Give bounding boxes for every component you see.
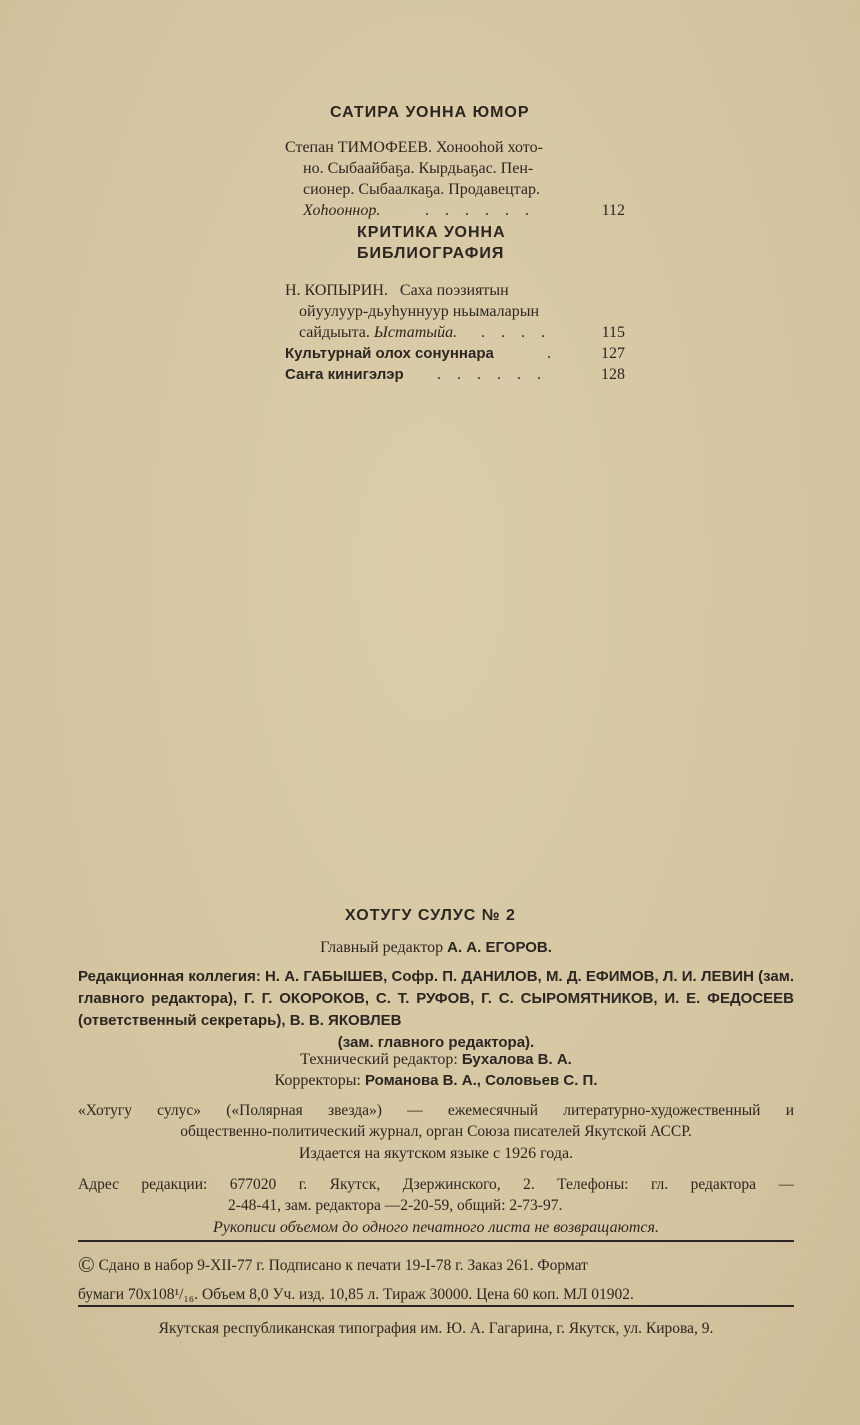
description-line: «Хотугу сулус» («Полярная звезда») — ежемесячный литературно-художественный и <box>78 1102 794 1119</box>
toc-line: Н. КОПЫРИН. Саха поэзиятын <box>285 282 509 299</box>
correctors <box>78 1070 794 1091</box>
tech-editor-label: Технический редактор: <box>300 1051 458 1068</box>
toc-text: сайдыыта. <box>299 324 370 341</box>
editorial-address <box>78 1174 794 1216</box>
print-details <box>78 1250 794 1309</box>
copyright-icon: © <box>78 1252 95 1277</box>
section-heading-kritika: КРИТИКА УОННА <box>357 224 506 241</box>
toc-leader-dots: . . . . . . <box>425 202 535 219</box>
toc-line <box>285 322 625 343</box>
toc-leader-dots: . . . . <box>481 324 551 341</box>
toc-page-number: 112 <box>601 202 625 219</box>
journal-title: ХОТУГУ СУЛУС № 2 <box>345 907 516 924</box>
editorial-board-note: (зам. главного редактора). <box>337 1034 535 1051</box>
toc-line: но. Сыбаайбаҕа. Кырдьаҕас. Пен- <box>303 160 534 177</box>
toc-line: Степан ТИМОФЕЕВ. Хонооһой хото- <box>285 139 543 156</box>
toc-leader-dots: . <box>547 345 557 362</box>
toc-title: Культурнай олох сонуннара <box>285 345 494 362</box>
toc-entry-timofeev <box>285 137 625 221</box>
toc-line <box>285 343 625 364</box>
toc-line <box>285 364 625 385</box>
print-line-text: Сдано в набор 9-XII-77 г. Подписано к печати 19-I-78 г. Заказ 261. Формат <box>98 1257 588 1274</box>
chief-editor-name: А. А. ЕГОРОВ. <box>447 939 552 956</box>
toc-page-number: 115 <box>601 324 625 341</box>
toc-line: сионер. Сыбаалкаҕа. Продавецтар. <box>303 181 540 198</box>
toc-line: ойуулуур-дьуһуннуур ньымаларын <box>299 303 539 320</box>
journal-description <box>78 1100 794 1142</box>
toc-page-number: 127 <box>601 345 625 362</box>
toc-title: Саҥа кинигэлэр <box>285 366 404 383</box>
divider <box>78 1240 794 1242</box>
chief-editor-label: Главный редактор <box>320 939 444 956</box>
description-line: общественно-политический журнал, орган Союза писателей Якутской АССР. <box>180 1123 692 1140</box>
editorial-board-members: Н. А. ГАБЫШЕВ, Софр. П. ДАНИЛОВ, М. Д. ЕФИМОВ, Л. И. ЛЕВИН (зам. главного редактора), Г. Г. ОКОРОКОВ, С. Т. РУФОВ, Г. С. СЫРОМЯТНИКОВ, И. Е. ФЕДОСЕЕВ (ответственный секретарь), В. В. ЯКОВЛЕВ <box>78 968 794 1029</box>
correctors-names: Романова В. А., Соловьев С. П. <box>365 1072 598 1089</box>
toc-title: Хоһооннор. <box>303 202 381 219</box>
published-since: Издается на якутском языке с 1926 года. <box>298 1145 574 1162</box>
tech-editor <box>78 1049 794 1070</box>
toc-genre: Ыстатыйа. <box>373 324 458 341</box>
toc-page-number: 128 <box>601 366 625 383</box>
correctors-label: Корректоры: <box>274 1072 361 1089</box>
chief-editor <box>78 937 794 958</box>
manuscripts-note: Рукописи объемом до одного печатного листа не возвращаются. <box>213 1219 659 1236</box>
address-line: Адрес редакции: 677020 г. Якутск, Дзержинского, 2. Телефоны: гл. редактора — <box>78 1176 794 1193</box>
print-line: бумаги 70x108¹/₁₆. Объем 8,0 Уч. изд. 10,85 л. Тираж 30000. Цена 60 коп. МЛ 01902. <box>78 1286 634 1303</box>
tech-editor-name: Бухалова В. А. <box>461 1051 572 1068</box>
editorial-board <box>78 966 794 1032</box>
section-heading-satira: САТИРА УОННА ЮМОР <box>330 104 530 121</box>
print-line <box>78 1250 794 1280</box>
editorial-board-label: Редакционная коллегия: <box>78 968 261 985</box>
address-line: 2-48-41, зам. редактора —2-20-59, общий: 2-73-97. <box>228 1197 563 1214</box>
divider <box>78 1305 794 1307</box>
toc-line <box>285 200 625 221</box>
printer-line: Якутская республиканская типография им. Ю. А. Гагарина, г. Якутск, ул. Кирова, 9. <box>158 1320 714 1337</box>
toc-leader-dots: . . . . . . <box>437 366 547 383</box>
toc-entry-kopyrin <box>285 280 625 385</box>
section-heading-bibliografiya: БИБЛИОГРАФИЯ <box>357 245 505 262</box>
